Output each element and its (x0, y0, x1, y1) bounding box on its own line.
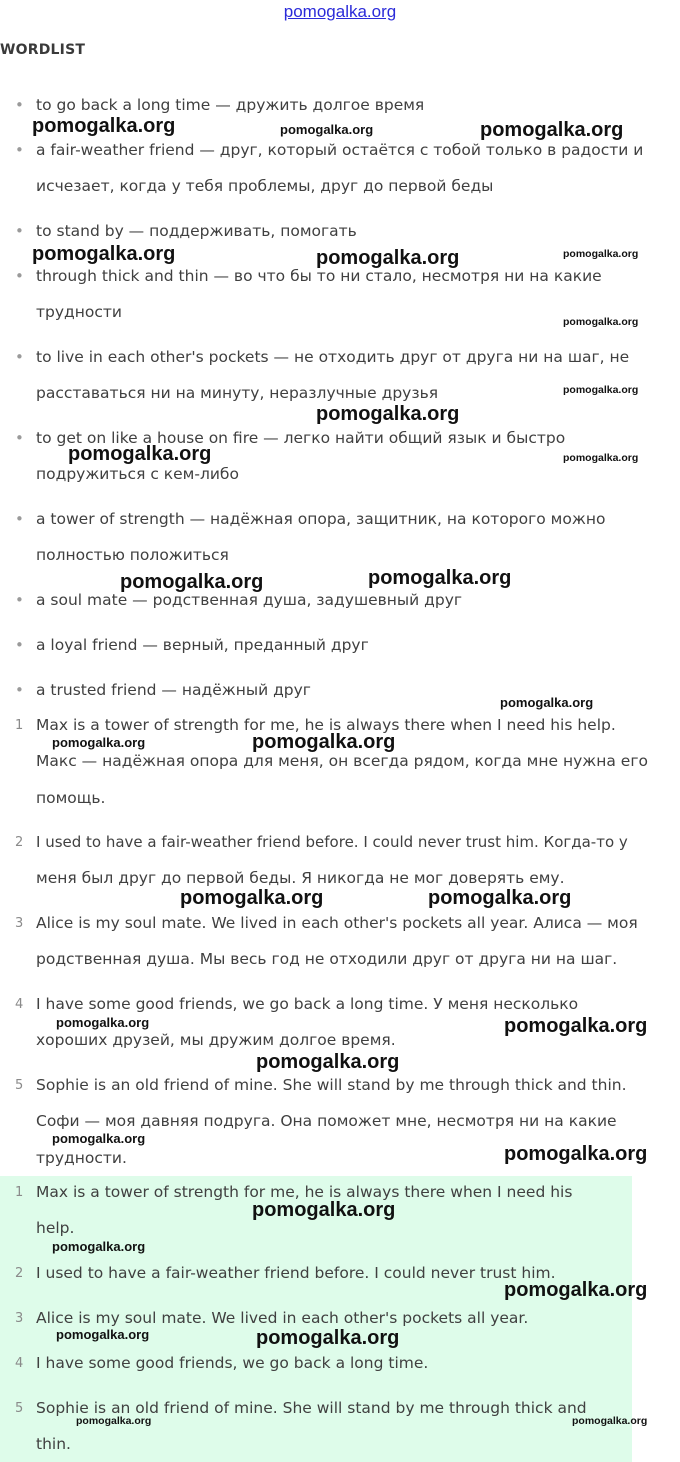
watermark: pomogalka.org (316, 403, 460, 425)
watermark: pomogalka.org (500, 695, 594, 710)
exercise-sentence: Max is a tower of strength for me, he is always there when I need his help. (36, 716, 616, 734)
watermark: pomogalka.org (563, 452, 639, 464)
site-header-link[interactable]: pomogalka.org (283, 2, 397, 21)
answer-sentence: I used to have a fair-weather friend before. I could never trust him. (36, 1264, 556, 1282)
wordlist-item: a loyal friend — верный, преданный друг (36, 636, 369, 654)
wordlist-item-continued: полностью положиться (36, 546, 229, 564)
exercise-sentence: помощь. (36, 789, 106, 807)
watermark: pomogalka.org (252, 1199, 396, 1221)
answer-sentence: I have some good friends, we go back a long time. (36, 1354, 429, 1372)
bullet-icon: • (15, 591, 24, 609)
watermark: pomogalka.org (563, 316, 639, 328)
watermark: pomogalka.org (280, 122, 374, 137)
watermark: pomogalka.org (56, 1327, 150, 1342)
exercise-sentence: родственная душа. Мы весь год не отходили друг от друга ни на шаг. (36, 950, 618, 968)
wordlist-item-continued: подружиться с кем-либо (36, 465, 239, 483)
exercise-sentence: Alice is my soul mate. We lived in each other's pockets all year. Алиса — моя (36, 914, 638, 932)
wordlist-item: a trusted friend — надёжный друг (36, 681, 311, 699)
wordlist-item: to go back a long time — дружить долгое время (36, 96, 425, 114)
bullet-icon: • (15, 681, 24, 699)
watermark: pomogalka.org (68, 443, 212, 465)
exercise-sentence: I have some good friends, we go back a long time. У меня несколько (36, 995, 579, 1013)
sentence-number: 5 (15, 1078, 24, 1093)
watermark: pomogalka.org (32, 243, 176, 265)
bullet-icon: • (15, 96, 24, 114)
bullet-icon: • (15, 510, 24, 528)
wordlist-heading: WORDLIST (0, 42, 86, 58)
watermark: pomogalka.org (180, 887, 324, 909)
watermark: pomogalka.org (572, 1415, 648, 1427)
answer-sentence: Sophie is an old friend of mine. She will stand by me through thick and (36, 1399, 587, 1417)
answer-number: 2 (15, 1266, 24, 1281)
wordlist-item: a soul mate — родственная душа, задушевный друг (36, 591, 463, 609)
exercise-sentence: меня был друг до первой беды. Я никогда не мог доверять ему. (36, 869, 565, 887)
watermark: pomogalka.org (563, 248, 639, 260)
watermark: pomogalka.org (56, 1015, 150, 1030)
wordlist-item: to stand by — поддерживать, помогать (36, 222, 357, 240)
watermark: pomogalka.org (52, 1239, 146, 1254)
answer-number: 3 (15, 1311, 24, 1326)
watermark: pomogalka.org (316, 247, 460, 269)
watermark: pomogalka.org (32, 115, 176, 137)
bullet-icon: • (15, 222, 24, 240)
answer-number: 4 (15, 1356, 24, 1371)
sentence-number: 3 (15, 916, 24, 931)
answer-sentence: thin. (36, 1435, 71, 1453)
watermark: pomogalka.org (368, 567, 512, 589)
bullet-icon: • (15, 636, 24, 654)
wordlist-item-continued: трудности (36, 303, 122, 321)
sentence-number: 4 (15, 997, 24, 1012)
answer-number: 5 (15, 1401, 24, 1416)
watermark: pomogalka.org (480, 119, 624, 141)
exercise-sentence: Sophie is an old friend of mine. She will stand by me through thick and thin. (36, 1076, 627, 1094)
watermark: pomogalka.org (120, 571, 264, 593)
wordlist-item: a fair-weather friend — друг, который остаётся с тобой только в радости и (36, 141, 644, 159)
answer-number: 1 (15, 1185, 24, 1200)
wordlist-item-continued: исчезает, когда у тебя проблемы, друг до первой беды (36, 177, 494, 195)
bullet-icon: • (15, 141, 24, 159)
wordlist-item-continued: расставаться ни на минуту, неразлучные друзья (36, 384, 439, 402)
wordlist-item: a tower of strength — надёжная опора, защитник, на которого можно (36, 510, 606, 528)
watermark: pomogalka.org (256, 1051, 400, 1073)
sentence-number: 2 (15, 835, 24, 850)
answer-sentence: Max is a tower of strength for me, he is always there when I need his (36, 1183, 573, 1201)
watermark: pomogalka.org (52, 735, 146, 750)
watermark: pomogalka.org (504, 1143, 648, 1165)
answer-sentence: help. (36, 1219, 75, 1237)
exercise-sentence: хороших друзей, мы дружим долгое время. (36, 1031, 396, 1049)
exercise-sentence: Макс — надёжная опора для меня, он всегда рядом, когда мне нужна его (36, 752, 648, 770)
wordlist-item: to live in each other's pockets — не отходить друг от друга ни на шаг, не (36, 348, 630, 366)
bullet-icon: • (15, 429, 24, 447)
answer-sentence: Alice is my soul mate. We lived in each other's pockets all year. (36, 1309, 529, 1327)
watermark: pomogalka.org (428, 887, 572, 909)
wordlist-item: to get on like a house on fire — легко найти общий язык и быстро (36, 429, 566, 447)
bullet-icon: • (15, 267, 24, 285)
exercise-sentence: Софи — моя давняя подруга. Она поможет мне, несмотря ни на какие (36, 1112, 617, 1130)
watermark: pomogalka.org (256, 1327, 400, 1349)
watermark: pomogalka.org (563, 384, 639, 396)
watermark: pomogalka.org (76, 1415, 152, 1427)
watermark: pomogalka.org (504, 1015, 648, 1037)
exercise-sentence: I used to have a fair-weather friend before. I could never trust him. Когда-то у (36, 833, 628, 851)
watermark: pomogalka.org (52, 1131, 146, 1146)
sentence-number: 1 (15, 718, 24, 733)
bullet-icon: • (15, 348, 24, 366)
watermark: pomogalka.org (252, 731, 396, 753)
exercise-sentence: трудности. (36, 1149, 127, 1167)
watermark: pomogalka.org (504, 1279, 648, 1301)
wordlist-item: through thick and thin — во что бы то ни стало, несмотря ни на какие (36, 267, 602, 285)
